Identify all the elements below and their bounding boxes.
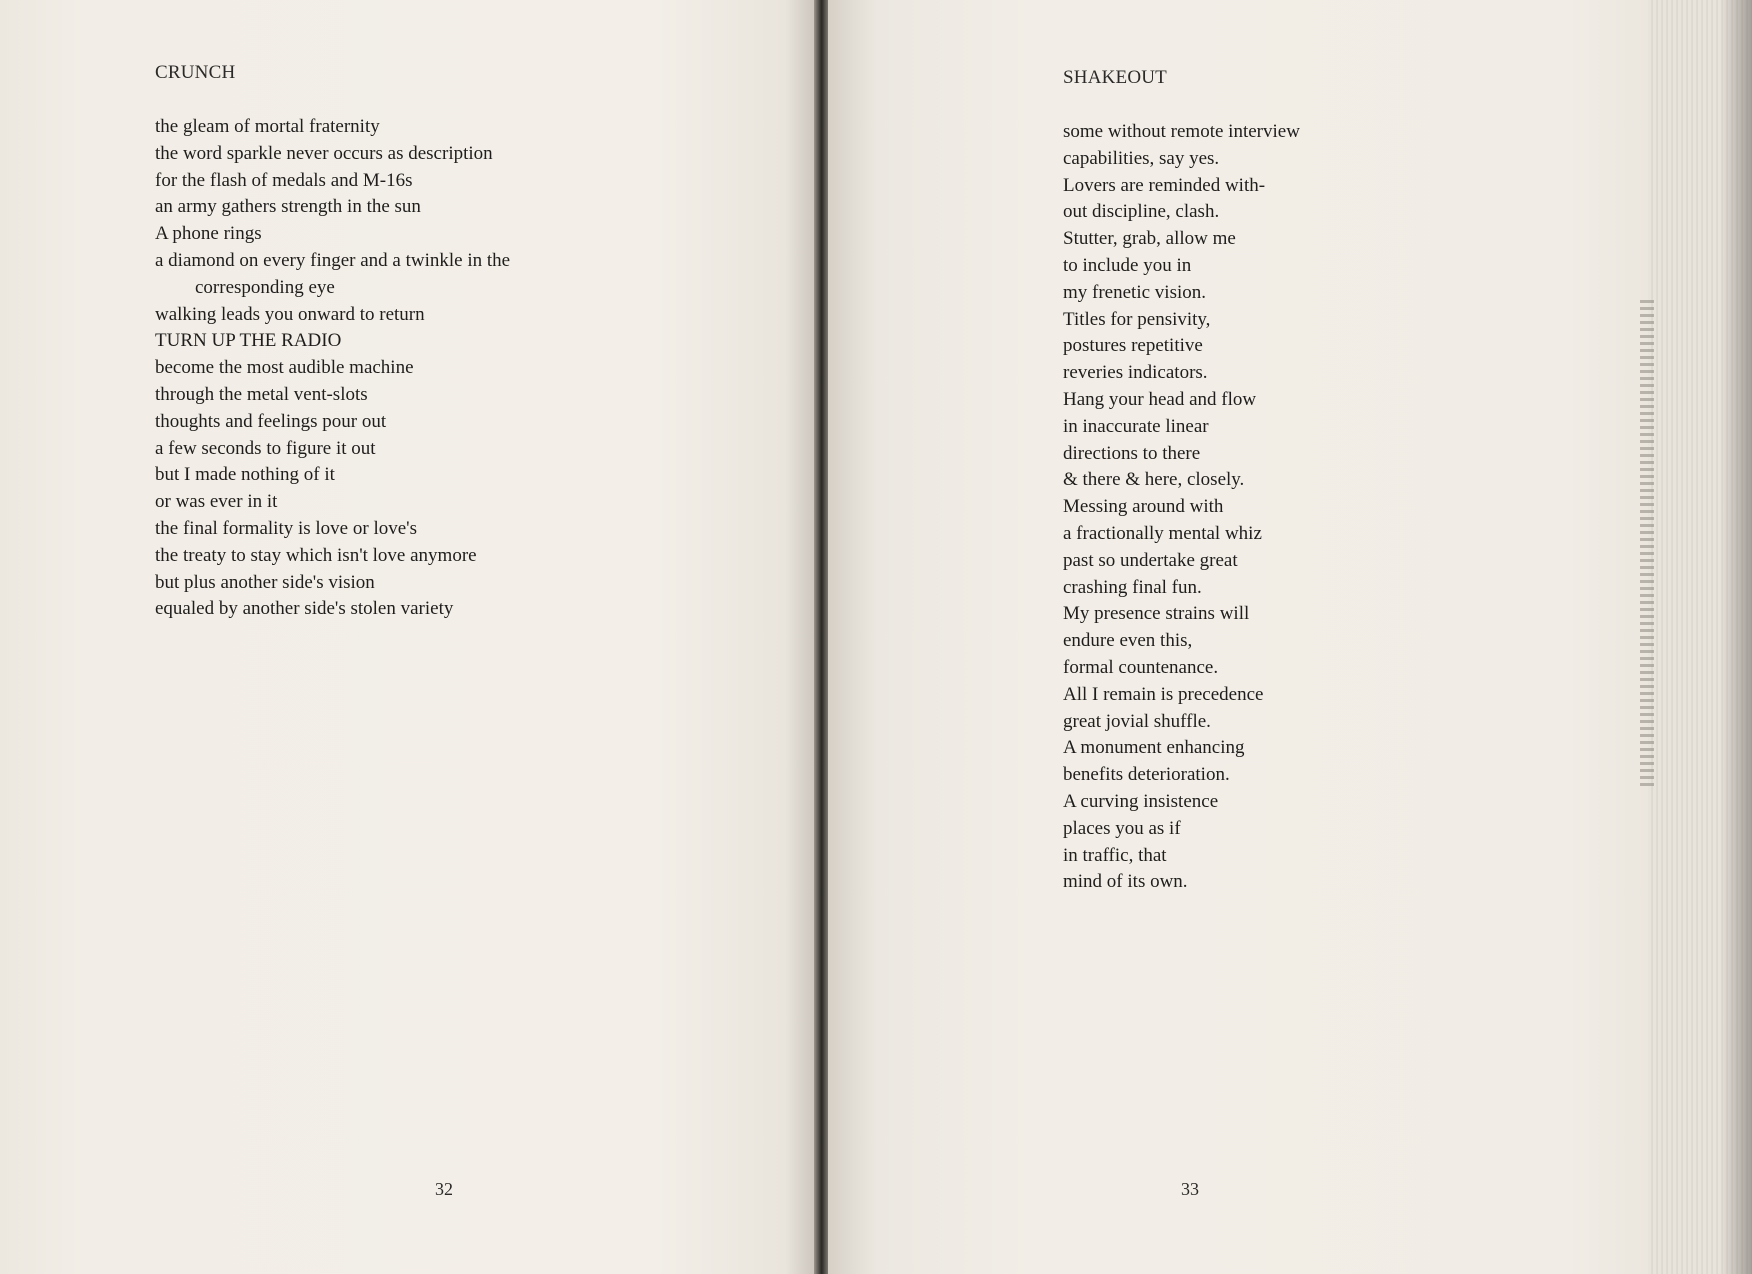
poem-line: thoughts and feelings pour out — [155, 410, 387, 432]
poem-line-indented: corresponding eye — [195, 276, 335, 298]
poem-line: & there & here, closely. — [1063, 469, 1245, 491]
poem-line: Lovers are reminded with- — [1063, 174, 1266, 196]
right-page — [828, 0, 1648, 1274]
poem-line: capabilities, say yes. — [1063, 147, 1220, 169]
poem-line: past so undertake great — [1063, 549, 1238, 571]
poem-line: my frenetic vision. — [1063, 281, 1206, 303]
poem-line: to include you in — [1063, 254, 1192, 276]
poem-line: for the flash of medals and M-16s — [155, 169, 413, 191]
poem-line: My presence strains will — [1063, 603, 1250, 625]
left-poem — [155, 114, 510, 623]
poem-line: places you as if — [1063, 817, 1181, 839]
poem-line: benefits deterioration. — [1063, 764, 1230, 786]
poem-line: Hang your head and flow — [1063, 388, 1257, 410]
right-page-number: 33 — [1181, 1179, 1199, 1199]
poem-line: All I remain is precedence — [1063, 683, 1264, 705]
poem-line: become the most audible machine — [155, 357, 414, 379]
poem-line: directions to there — [1063, 442, 1201, 464]
poem-line: the final formality is love or love's — [155, 517, 417, 539]
poem-line: a few seconds to figure it out — [155, 437, 376, 459]
poem-line: great jovial shuffle. — [1063, 710, 1211, 732]
poem-line: or was ever in it — [155, 491, 278, 513]
poem-line: postures repetitive — [1063, 335, 1203, 357]
poem-line: A phone rings — [155, 223, 262, 245]
poem-line: out discipline, clash. — [1063, 201, 1220, 223]
left-running-head: CRUNCH — [155, 62, 236, 83]
poem-line: formal countenance. — [1063, 656, 1219, 678]
poem-line: through the metal vent-slots — [155, 383, 368, 405]
poem-line: A monument enhancing — [1063, 737, 1245, 759]
poem-line: walking leads you onward to return — [155, 303, 425, 325]
poem-line: but I made nothing of it — [155, 464, 335, 486]
right-running-head: SHAKEOUT — [1063, 67, 1167, 88]
poem-line: but plus another side's vision — [155, 571, 375, 593]
poem-line: the word sparkle never occurs as description — [155, 142, 493, 164]
poem-line: endure even this, — [1063, 630, 1193, 652]
right-poem — [1063, 119, 1300, 896]
poem-line: Messing around with — [1063, 496, 1224, 518]
poem-line: the treaty to stay which isn't love anymore — [155, 544, 477, 566]
poem-line: Titles for pensivity, — [1063, 308, 1211, 330]
left-page — [0, 0, 818, 1274]
poem-line: A curving insistence — [1063, 790, 1219, 812]
poem-line: the gleam of mortal fraternity — [155, 116, 380, 137]
poem-line: crashing final fun. — [1063, 576, 1202, 598]
poem-line: some without remote interview — [1063, 121, 1300, 142]
poem-line: equaled by another side's stolen variety — [155, 598, 454, 620]
poem-line: an army gathers strength in the sun — [155, 196, 421, 218]
page-edge-marks — [1640, 300, 1654, 790]
poem-line: in traffic, that — [1063, 844, 1167, 866]
page-edge-shadow — [1720, 0, 1752, 1274]
poem-line: Stutter, grab, allow me — [1063, 228, 1236, 250]
left-page-number: 32 — [435, 1179, 453, 1199]
poem-line: TURN UP THE RADIO — [155, 330, 342, 352]
poem-line: a diamond on every finger and a twinkle in the — [155, 249, 511, 271]
poem-line: mind of its own. — [1063, 871, 1188, 893]
book-gutter — [814, 0, 828, 1274]
poem-line: reveries indicators. — [1063, 362, 1208, 384]
poem-line: in inaccurate linear — [1063, 415, 1209, 437]
poem-line: a fractionally mental whiz — [1063, 522, 1262, 544]
